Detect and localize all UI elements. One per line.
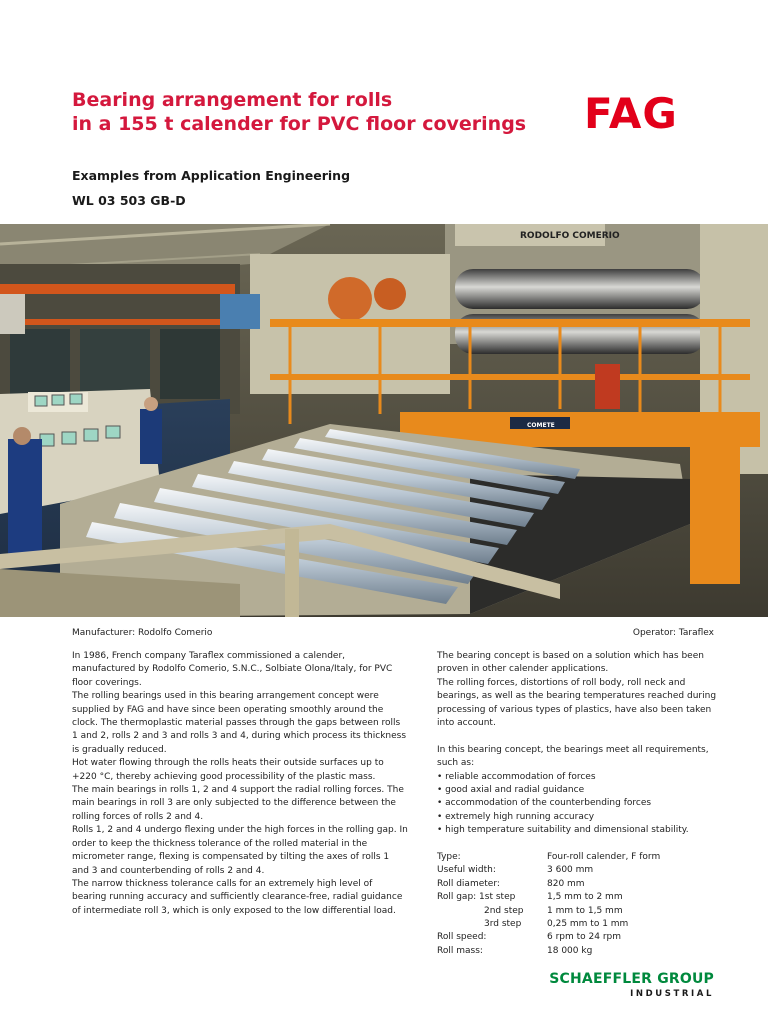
paragraph: The bearing concept is based on a solution which has been proven in other calender applications. [437,651,704,675]
spec-row [437,878,727,891]
fag-logo: FAG [584,89,678,138]
paragraph: The rolling forces, distortions of roll body, roll neck and bearings, as well as the bearing temperatures reached during processing of various types of plastics, have also been taken into account. [437,677,717,729]
spec-label: 3rd step [484,919,522,930]
bullet-item: • accommodation of the counterbending forces [437,798,652,809]
spec-label: Roll speed: [437,932,487,943]
spec-value: 3 600 mm [547,865,594,876]
subtitle: Examples from Application Engineering [72,168,351,183]
spec-value: 1,5 mm to 2 mm [547,892,623,903]
title-line-2: in a 155 t calender for PVC floor coverings [72,113,527,135]
left-text-column [72,650,408,918]
schaeffler-group-logo [549,971,714,1000]
spec-table [437,851,727,958]
bullet-item: • good axial and radial guidance [437,785,585,796]
paragraph: The narrow thickness tolerance calls for an extremely high level of bearing running accuracy and sufficiently clearance-free, radial guidance of intermediate roll 3, which is only exposed to the low differential load. [72,878,403,916]
paragraph: The main bearings in rolls 1, 2 and 4 support the radial rolling forces. The main bearings in roll 3 are only subjected to the difference between the rolling forces of rolls 2 and 4. [72,785,404,822]
spec-label: Useful width: [437,865,496,876]
spec-value: 6 rpm to 24 rpm [547,932,622,943]
spec-label: Roll diameter: [437,878,500,889]
operator-caption: Operator: Taraflex [632,628,714,638]
spec-value: 820 mm [547,878,585,889]
title-line-1: Bearing arrangement for rolls [72,89,393,111]
spec-row [437,864,727,877]
paragraph: The rolling bearings used in this bearing arrangement concept were supplied by FAG and have since been operating smoothly around the clock. The thermoplastic material passes through the gaps between rolls 1 and 2, rolls 2 and 3 and rolls 3 and 4, during which process its thickness is gradually reduced. [72,691,407,755]
paragraph: Rolls 1, 2 and 4 undergo flexing under the high forces in the rolling gap. In order to keep the thickness tolerance of the rolled material in the micrometer range, flexing is compensated by tilting the axes of rolls 1 and 3 and counterbending of rolls 2 and 4. [72,825,408,876]
spec-row [437,851,727,864]
right-text-column [437,650,727,958]
schaeffler-brand: SCHAEFFLER GROUP [549,971,714,987]
paragraph: Hot water flowing through the rolls heats their outside surfaces up to +220 °C, thereby achieving good processibility of the plastic mass. [72,758,384,782]
calender-photo [0,224,768,617]
machine-brand-label: RODOLFO COMERIO [520,231,620,241]
spec-value: 18 000 kg [547,945,593,956]
paragraph: In 1986, French company Taraflex commissioned a calender, manufactured by Rodolfo Comerio, S.N.C., Solbiate Olona/Italy, for PVC floor coverings. [72,651,393,688]
spec-label: Type: [437,852,461,863]
spec-label: Roll gap: 1st step [437,892,516,903]
spec-value: 0,25 mm to 1 mm [547,919,629,930]
spec-row [437,931,727,944]
spec-row [437,918,727,931]
crane-label: COMETE [527,422,555,429]
spec-label: 2nd step [484,905,524,916]
spec-row [437,945,727,958]
manufacturer-caption: Manufacturer: Rodolfo Comerio [72,628,213,638]
spec-value: 1 mm to 1,5 mm [547,905,623,916]
bullet-item: • reliable accommodation of forces [437,771,596,782]
spec-label: Roll mass: [437,945,483,956]
paragraph: In this bearing concept, the bearings meet all requirements, such as: [437,744,709,769]
spec-value: Four-roll calender, F form [547,852,661,863]
bullet-item: • extremely high running accuracy [437,811,595,822]
spec-row [437,905,727,918]
bullet-item: • high temperature suitability and dimensional stability. [437,825,689,836]
schaeffler-division: INDUSTRIAL [630,989,714,999]
document-title [72,88,542,136]
spec-row [437,891,727,904]
document-number: WL 03 503 GB-D [72,193,186,208]
